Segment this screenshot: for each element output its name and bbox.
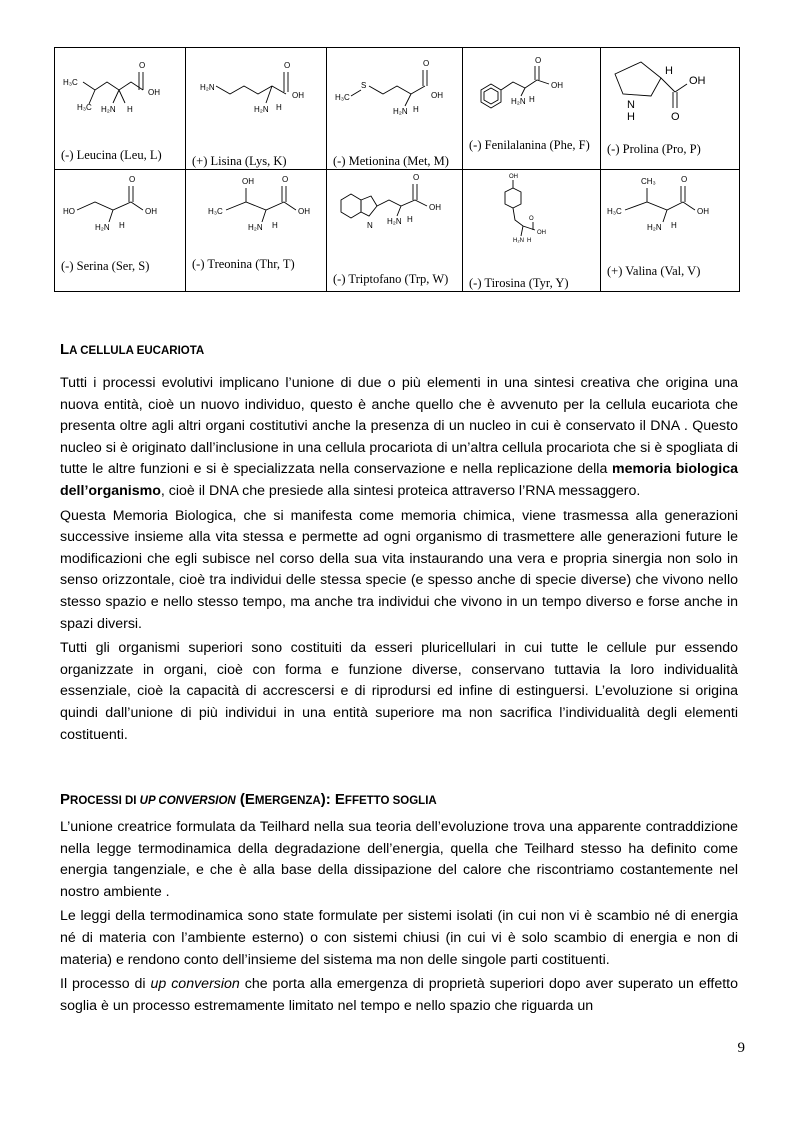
svg-text:OH: OH	[145, 207, 157, 216]
svg-text:O: O	[671, 111, 680, 123]
svg-text:OH: OH	[148, 88, 160, 97]
caption-leucina: (-) Leucina (Leu, L)	[61, 148, 162, 162]
svg-text:H₃C: H₃C	[63, 78, 78, 87]
caption-tirosina: (-) Tirosina (Tyr, Y)	[469, 276, 569, 290]
section-heading-cellula-eucariota: LA CELLULA EUCARIOTA	[60, 341, 205, 358]
svg-text:H: H	[671, 221, 677, 230]
svg-text:H₃C: H₃C	[77, 103, 92, 112]
svg-text:O: O	[529, 216, 534, 222]
svg-text:H: H	[413, 105, 419, 114]
svg-text:H: H	[276, 103, 282, 112]
svg-text:N: N	[367, 221, 373, 230]
svg-text:H₂N: H₂N	[101, 105, 116, 114]
svg-text:H: H	[627, 111, 635, 123]
caption-serina: (-) Serina (Ser, S)	[61, 259, 150, 273]
page-number: 9	[737, 1040, 745, 1056]
svg-text:H₂N: H₂N	[647, 223, 662, 232]
svg-text:H: H	[527, 238, 532, 244]
table-cell-tirosina	[463, 170, 601, 292]
svg-text:H: H	[127, 105, 133, 114]
svg-text:H₂N: H₂N	[254, 105, 269, 114]
svg-text:H₂N: H₂N	[248, 223, 263, 232]
svg-text:O: O	[284, 61, 291, 70]
table-cell-lisina	[186, 48, 327, 170]
svg-text:OH: OH	[537, 230, 546, 236]
svg-text:H₂N: H₂N	[95, 223, 110, 232]
svg-text:OH: OH	[292, 91, 304, 100]
section2-body	[60, 817, 738, 1020]
svg-text:O: O	[681, 175, 688, 184]
caption-metionina: (-) Metionina (Met, M)	[333, 154, 449, 168]
svg-text:H₂N: H₂N	[511, 97, 526, 106]
svg-text:OH: OH	[431, 91, 443, 100]
paragraph: Tutti gli organismi superiori sono costituiti da esseri pluricellulari in cui tutte le cellule pur essendo organizzate in organi, cioè con forma e funzione diverse, conservano tuttavia la loro individualità essenziale, cioè la capacità di accrescersi e di riprodursi ed infine di estinguersi. L’evoluzione si origina quindi dall’unione di più individui in una entità superiore ma non sacrifica l’individualità degli elementi costituenti.	[60, 640, 738, 743]
caption-fenilalanina: (-) Fenilalanina (Phe, F)	[469, 138, 590, 152]
svg-text:H₃C: H₃C	[607, 207, 622, 216]
svg-text:O: O	[413, 173, 420, 182]
metionina-structure	[327, 48, 463, 169]
svg-text:H: H	[665, 65, 673, 77]
svg-text:OH: OH	[509, 174, 518, 180]
section-heading-up-conversion: PROCESSI DI UP CONVERSION (EMERGENZA): EFFETTO SOGLIA	[60, 791, 437, 808]
svg-text:H₂N: H₂N	[200, 83, 215, 92]
caption-triptofano: (-) Triptofano (Trp, W)	[333, 272, 449, 286]
svg-text:OH: OH	[429, 203, 441, 212]
svg-text:OH: OH	[551, 81, 563, 90]
svg-text:OH: OH	[689, 75, 706, 87]
table-cell-metionina	[327, 48, 463, 170]
svg-text:H: H	[272, 221, 278, 230]
paragraph: Il processo di up conversion che porta alla emergenza di proprietà superiori dopo aver superato un effetto soglia è un processo estremamente limitato nel tempo e nello spazio che riguarda un	[60, 976, 739, 1014]
svg-text:O: O	[139, 61, 146, 70]
svg-text:O: O	[423, 59, 430, 68]
svg-text:OH: OH	[298, 207, 310, 216]
table-cell-valina	[601, 170, 740, 292]
paragraph: Tutti i processi evolutivi implicano l’unione di due o più elementi in una sintesi creativa che origina una nuova entità, cioè un nuovo individuo, questo è anche quello che è avvenuto per la cellula eucariota che presenta oltre agli altri organi costitutivi anche la presenza di un nucleo in cui è conservato il DNA . Questo nucleo si è originato dall’inclusione in una cellula procariota di un’altra cellula procariota che si è spogliata di tutte le altre funzioni e si è specializzata nella conservazione e nella replicazione della memoria biologica dell’organismo, cioè il DNA che presiede alla sintesi proteica attraverso l’RNA messaggero.	[60, 375, 738, 499]
svg-text:H: H	[119, 221, 125, 230]
lisina-structure	[186, 48, 327, 169]
svg-text:S: S	[361, 81, 367, 90]
svg-text:H₂N: H₂N	[387, 217, 402, 226]
table-cell-fenilalanina	[463, 48, 601, 170]
svg-text:O: O	[282, 175, 289, 184]
svg-text:O: O	[129, 175, 136, 184]
svg-text:H: H	[529, 95, 535, 104]
table-cell-triptofano	[327, 170, 463, 292]
table-cell-serina	[55, 170, 186, 292]
caption-treonina: (-) Treonina (Thr, T)	[192, 257, 295, 271]
paragraph: Questa Memoria Biologica, che si manifesta come memoria chimica, viene trasmessa alla generazioni successive insieme alla vita stessa e permette ad ogni organismo di trasmettere alle generazioni future le modificazioni che egli subisce nel corso della sua vita instaurando una vera e propria sinergia non solo in senso orizzontale, cioè tra individui delle stessa specie (e spesso anche di specie diverse) che vivono nello stesso spazio e nello stesso tempo, ma anche tra individui che vivono in un tempo diverso e forse anche in spazi diversi.	[60, 507, 738, 632]
svg-text:H₃C: H₃C	[335, 93, 350, 102]
paragraph: L’unione creatrice formulata da Teilhard nella sua teoria dell’evoluzione trova una apparente contraddizione nella legge termodinamica della degradazione dell’energia, quella che Teilhard stesso ha definito come energia tangenziale, e che è alla base della dissipazione del calore che riscontriamo costantemente nel nostro ambiente .	[60, 819, 738, 900]
caption-prolina: (-) Prolina (Pro, P)	[607, 142, 701, 156]
tirosina-structure	[463, 170, 601, 291]
treonina-structure	[186, 170, 327, 291]
svg-text:OH: OH	[697, 207, 709, 216]
svg-text:CH₃: CH₃	[641, 177, 656, 186]
svg-text:HO: HO	[63, 207, 75, 216]
paragraph: Le leggi della termodinamica sono state formulate per sistemi isolati (in cui non vi è scambio né di energia né di materia con l’ambiente esterno) o con sistemi chiusi (in cui vi è solo scambio di energia e non di materia) e rendono conto dell’insieme del sistema ma non delle singole parti costituenti.	[60, 908, 738, 968]
table-cell-prolina	[601, 48, 740, 170]
section1-body	[60, 373, 738, 749]
table-cell-treonina	[186, 170, 327, 292]
amino-acid-table	[54, 47, 740, 292]
svg-text:H₂N: H₂N	[513, 238, 524, 244]
table-cell-leucina	[55, 48, 186, 170]
caption-lisina: (+) Lisina (Lys, K)	[192, 154, 287, 168]
svg-text:H₂N: H₂N	[393, 107, 408, 116]
svg-text:OH: OH	[242, 177, 254, 186]
svg-text:N: N	[627, 99, 635, 111]
svg-text:H: H	[407, 215, 413, 224]
svg-text:H₃C: H₃C	[208, 207, 223, 216]
svg-text:O: O	[535, 56, 542, 65]
caption-valina: (+) Valina (Val, V)	[607, 264, 701, 278]
